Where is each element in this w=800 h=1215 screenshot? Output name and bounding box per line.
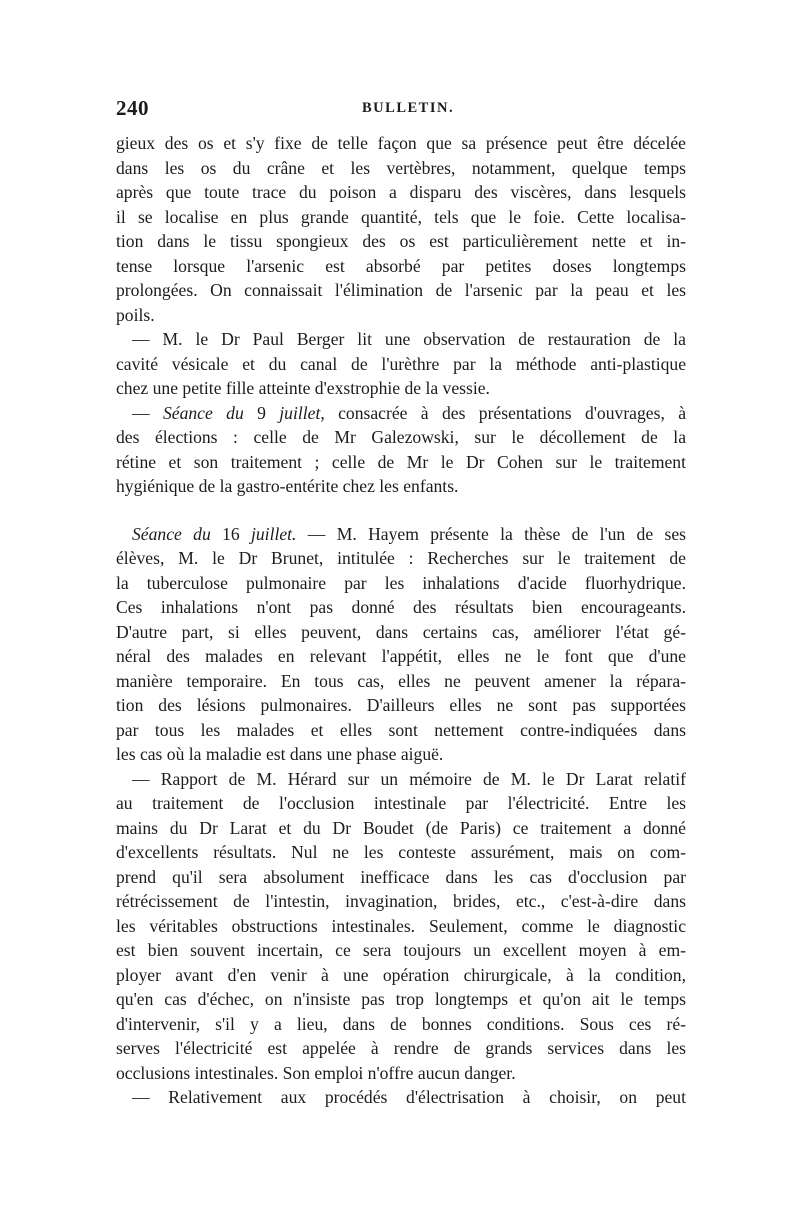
text-line: au traitement de l'occlusion intestinale par l'électricité. Entre les [116, 793, 686, 813]
text-line: gieux des os et s'y fixe de telle façon que sa présence peut être décelée [116, 133, 686, 153]
text-line: il se localise en plus grande quantité, tels que le foie. Cette localisa- [116, 206, 686, 227]
text-line: d'intervenir, s'il y a lieu, dans de bonnes conditions. Sous ces ré- [116, 1013, 686, 1034]
text-line: — Relativement aux procédés d'électrisation à choisir, on peut [132, 1087, 686, 1107]
line-rest: — M. Hayem présente la thèse de l'un de ses [296, 523, 686, 544]
text-line: élèves, M. le Dr Brunet, intitulée : Recherches sur le traitement de [116, 548, 686, 568]
text-line: Ces inhalations n'ont pas donné des résultats bien encourageants. [116, 597, 686, 617]
text-line: la tuberculose pulmonaire par les inhalations d'acide fluorhydrique. [116, 572, 686, 593]
text-line: poils. [116, 304, 155, 325]
paragraph-herard [116, 767, 686, 1086]
text-line: D'autre part, si elles peuvent, dans certains cas, améliorer l'état gé- [116, 621, 686, 642]
text-line: est bien souvent incertain, ce sera toujours un excellent moyen à em- [116, 940, 686, 960]
section-gap [116, 499, 686, 522]
running-head: BULLETIN. [362, 100, 455, 116]
text-line: néral des malades en relevant l'appétit, elles ne le font que d'une [116, 646, 686, 666]
dash: — [132, 402, 163, 423]
text-line: par tous les malades et elles sont nettement contre-indiquées dans [116, 719, 686, 740]
text-line: ployer avant d'en venir à une opération chirurgicale, à la condition, [116, 964, 686, 985]
text-line: manière temporaire. En tous cas, elles ne peuvent amener la répara- [116, 670, 686, 691]
text-line: cavité vésicale et du canal de l'urèthre par la méthode anti-plastique [116, 353, 686, 374]
page-header [116, 96, 686, 122]
text-line: les cas où la maladie est dans une phase aiguë. [116, 744, 444, 764]
text-line: chez une petite fille atteinte d'exstrophie de la vessie. [116, 378, 490, 398]
text-line: tense lorsque l'arsenic est absorbé par petites doses longtemps [116, 255, 686, 276]
text-line: hygiénique de la gastro-entérite chez les enfants. [116, 476, 459, 496]
body-text [116, 131, 686, 1110]
text-line: occlusions intestinales. Son emploi n'offre aucun danger. [116, 1062, 516, 1083]
paragraph-seance-9-juillet [116, 401, 686, 499]
text-line [116, 401, 686, 426]
text-line: qu'en cas d'échec, on n'insiste pas trop longtemps et qu'on ait le temps [116, 989, 686, 1009]
text-line: tion des lésions pulmonaires. D'ailleurs elles ne sont pas supportées [116, 695, 686, 715]
text-line: les véritables obstructions intestinales. Seulement, comme le diagnostic [116, 915, 686, 936]
line-rest: , consacrée à des présentations d'ouvrages, à [320, 402, 687, 423]
date-number: 9 [243, 402, 280, 423]
text-line: rétine et son traitement ; celle de Mr le Dr Cohen sur le traitement [116, 451, 686, 472]
text-line: d'excellents résultats. Nul ne les conteste assurément, mais on com- [116, 842, 686, 862]
page-number: 240 [116, 96, 149, 120]
seance-label: Séance du [132, 523, 211, 544]
text-line: prend qu'il sera absolument inefficace dans les cas d'occlusion par [116, 866, 686, 887]
text-line [116, 522, 686, 547]
text-line: tion dans le tissu spongieux des os est particulièrement nette et in- [116, 231, 686, 251]
paragraph-electrisation [116, 1085, 686, 1110]
text-line: serves l'électricité est appelée à rendre de grands services dans les [116, 1038, 686, 1058]
text-line: après que toute trace du poison a disparu des viscères, dans lesquels [116, 182, 686, 202]
paragraph-berger [116, 327, 686, 401]
text-line: des élections : celle de Mr Galezowski, sur le décollement de la [116, 427, 686, 447]
paragraph-arsenic [116, 131, 686, 327]
seance-label: Séance du [162, 402, 244, 423]
text-line: prolongées. On connaissait l'élimination de l'arsenic par la peau et les [116, 280, 686, 300]
text-line: mains du Dr Larat et du Dr Boudet (de Paris) ce traitement a donné [116, 817, 686, 838]
date-number: 16 [210, 523, 251, 544]
text-line: rétrécissement de l'intestin, invagination, brides, etc., c'est-à-dire dans [116, 891, 686, 911]
date-month: juillet. [251, 523, 297, 544]
paragraph-seance-16-juillet [116, 522, 686, 767]
date-month: juillet [279, 402, 321, 423]
text-line: — M. le Dr Paul Berger lit une observation de restauration de la [132, 329, 686, 349]
text-line: dans les os du crâne et les vertèbres, notamment, quelque temps [116, 157, 686, 178]
text-line: — Rapport de M. Hérard sur un mémoire de M. le Dr Larat relatif [132, 768, 686, 789]
